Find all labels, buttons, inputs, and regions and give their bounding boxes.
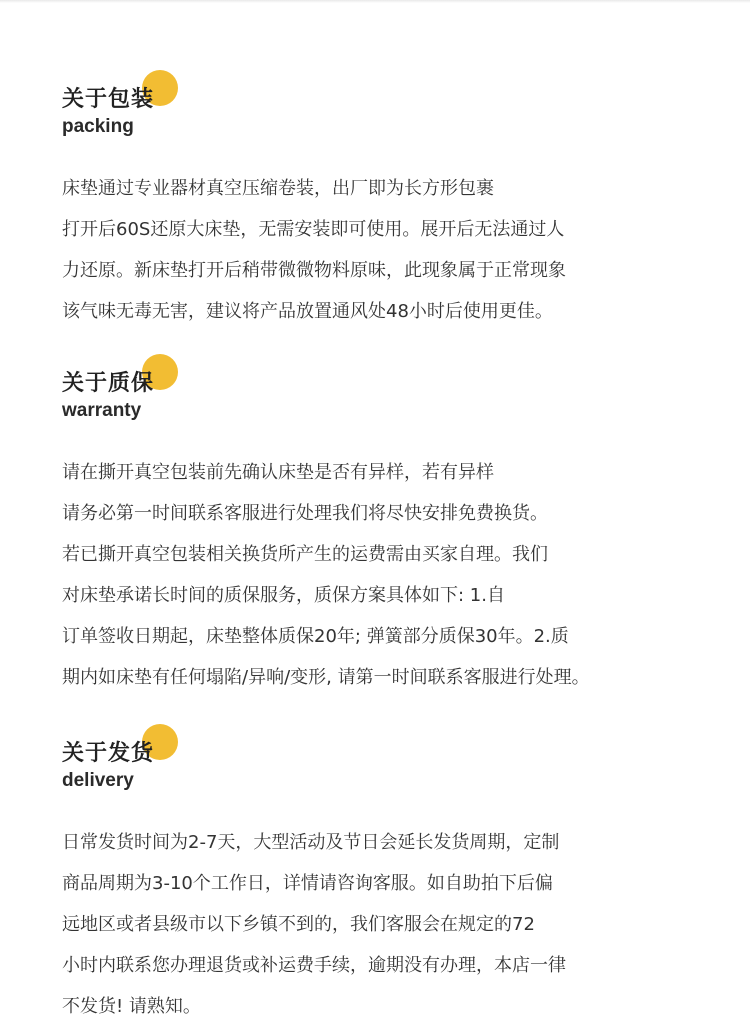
body-line: 商品周期为3-10个工作日，详情请咨询客服。如自助拍下后偏 <box>62 873 553 894</box>
section-title-en: warranty <box>62 400 142 421</box>
packing-section <box>62 86 722 332</box>
body-line: 订单签收日期起，床垫整体质保20年; 弹簧部分质保30年。2.质 <box>62 626 569 647</box>
section-title-cn: 关于发货 <box>62 741 155 766</box>
warranty-section <box>62 370 722 698</box>
body-line: 力还原。新床垫打开后稍带微微物料原味，此现象属于正常现象 <box>62 260 566 281</box>
body-line: 不发货! 请熟知。 <box>62 996 201 1017</box>
body-line: 日常发货时间为2-7天，大型活动及节日会延长发货周期，定制 <box>62 832 560 853</box>
section-body <box>62 822 722 1027</box>
body-line: 请在撕开真空包装前先确认床垫是否有异样，若有异样 <box>62 462 494 483</box>
body-line: 该气味无毒无害，建议将产品放置通风处48小时后使用更佳。 <box>62 301 553 322</box>
body-line: 远地区或者县级市以下乡镇不到的，我们客服会在规定的72 <box>62 914 535 935</box>
delivery-section <box>62 740 722 1027</box>
body-line: 打开后60S还原大床垫，无需安装即可使用。展开后无法通过人 <box>62 219 565 240</box>
section-title-en: delivery <box>62 770 134 791</box>
section-heading <box>62 740 722 798</box>
body-line: 小时内联系您办理退货或补运费手续，逾期没有办理，本店一律 <box>62 955 566 976</box>
section-body <box>62 168 722 332</box>
body-line: 期内如床垫有任何塌陷/异响/变形, 请第一时间联系客服进行处理。 <box>62 667 590 688</box>
section-title-cn: 关于质保 <box>62 371 155 396</box>
section-heading <box>62 370 722 428</box>
body-line: 请务必第一时间联系客服进行处理我们将尽快安排免费换货。 <box>62 503 548 524</box>
body-line: 对床垫承诺长时间的质保服务，质保方案具体如下: 1.自 <box>62 585 505 606</box>
section-title-cn: 关于包装 <box>62 87 155 112</box>
section-heading <box>62 86 722 144</box>
section-title-en: packing <box>62 116 134 137</box>
section-body <box>62 452 722 698</box>
body-line: 床垫通过专业器材真空压缩卷装，出厂即为长方形包裹 <box>62 178 494 199</box>
top-divider <box>0 0 750 3</box>
body-line: 若已撕开真空包装相关换货所产生的运费需由买家自理。我们 <box>62 544 548 565</box>
